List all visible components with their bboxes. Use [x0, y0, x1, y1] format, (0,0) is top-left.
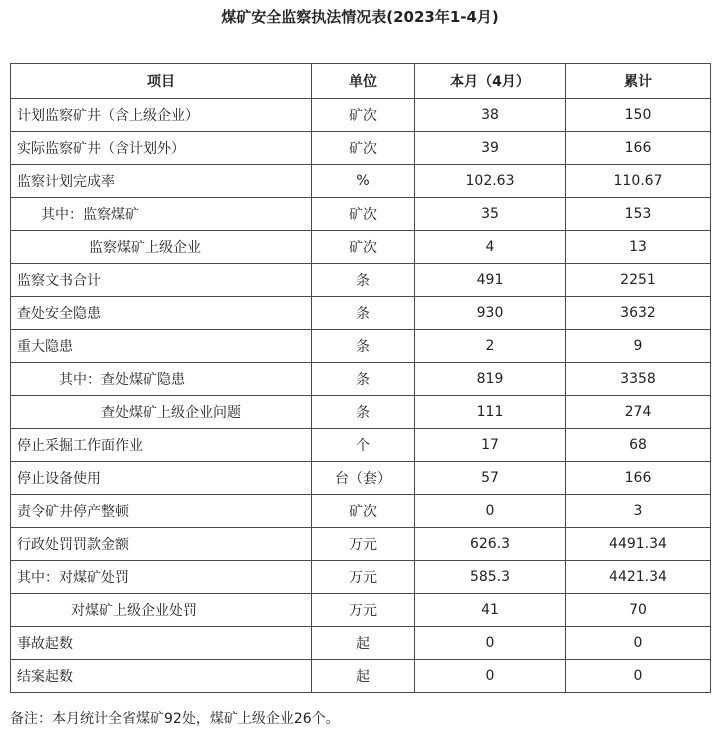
row-item: 责令矿井停产整顿: [11, 495, 312, 528]
table-header-row: [11, 64, 711, 99]
row-total-value: 110.67: [566, 165, 711, 198]
row-item: 重大隐患: [11, 330, 312, 363]
row-item: 行政处罚罚款金额: [11, 528, 312, 561]
table-row: [11, 198, 711, 231]
row-total-value: 3: [566, 495, 711, 528]
table-row: [11, 528, 711, 561]
table-row: [11, 495, 711, 528]
row-total-value: 4421.34: [566, 561, 711, 594]
page-title: 煤矿安全监察执法情况表(2023年1-4月): [221, 8, 499, 26]
row-month-value: 626.3: [415, 528, 566, 561]
row-item: 停止采掘工作面作业: [11, 429, 312, 462]
table-row: [11, 165, 711, 198]
row-month-value: 17: [415, 429, 566, 462]
row-item: 其中：查处煤矿隐患: [11, 363, 312, 396]
row-unit: %: [312, 165, 415, 198]
row-item: 计划监察矿井（含上级企业）: [11, 99, 312, 132]
row-month-value: 0: [415, 660, 566, 693]
row-unit: 条: [312, 330, 415, 363]
row-unit: 矿次: [312, 495, 415, 528]
row-unit: 条: [312, 396, 415, 429]
row-month-value: 4: [415, 231, 566, 264]
row-unit: 万元: [312, 528, 415, 561]
row-total-value: 150: [566, 99, 711, 132]
row-item: 实际监察矿井（含计划外）: [11, 132, 312, 165]
row-item: 查处煤矿上级企业问题: [11, 396, 312, 429]
row-month-value: 41: [415, 594, 566, 627]
row-unit: 条: [312, 297, 415, 330]
header-item: 项目: [11, 64, 312, 99]
row-item: 事故起数: [11, 627, 312, 660]
row-total-value: 9: [566, 330, 711, 363]
row-month-value: 819: [415, 363, 566, 396]
table-row: [11, 264, 711, 297]
row-unit: 个: [312, 429, 415, 462]
row-unit: 条: [312, 264, 415, 297]
row-total-value: 3358: [566, 363, 711, 396]
row-month-value: 930: [415, 297, 566, 330]
row-unit: 万元: [312, 594, 415, 627]
row-item: 监察计划完成率: [11, 165, 312, 198]
footnote: 备注：本月统计全省煤矿92处，煤矿上级企业26个。: [10, 711, 340, 727]
row-item: 对煤矿上级企业处罚: [11, 594, 312, 627]
table-row: [11, 132, 711, 165]
row-item: 查处安全隐患: [11, 297, 312, 330]
row-total-value: 70: [566, 594, 711, 627]
table-row: [11, 462, 711, 495]
row-month-value: 491: [415, 264, 566, 297]
row-item: 监察文书合计: [11, 264, 312, 297]
row-month-value: 35: [415, 198, 566, 231]
row-total-value: 2251: [566, 264, 711, 297]
row-month-value: 585.3: [415, 561, 566, 594]
row-item: 监察煤矿上级企业: [11, 231, 312, 264]
row-item: 其中：监察煤矿: [11, 198, 312, 231]
table-row: [11, 330, 711, 363]
row-unit: 台（套）: [312, 462, 415, 495]
row-total-value: 153: [566, 198, 711, 231]
row-total-value: 0: [566, 627, 711, 660]
row-month-value: 102.63: [415, 165, 566, 198]
row-item: 其中：对煤矿处罚: [11, 561, 312, 594]
row-total-value: 68: [566, 429, 711, 462]
table-row: [11, 561, 711, 594]
header-month: 本月（4月）: [415, 64, 566, 99]
table-row: [11, 396, 711, 429]
row-total-value: 166: [566, 132, 711, 165]
enforcement-table: [10, 63, 711, 693]
row-item: 结案起数: [11, 660, 312, 693]
row-month-value: 0: [415, 495, 566, 528]
table-row: [11, 231, 711, 264]
row-month-value: 39: [415, 132, 566, 165]
row-unit: 万元: [312, 561, 415, 594]
row-total-value: 274: [566, 396, 711, 429]
row-total-value: 3632: [566, 297, 711, 330]
header-total: 累计: [566, 64, 711, 99]
row-unit: 起: [312, 627, 415, 660]
table-row: [11, 627, 711, 660]
row-total-value: 4491.34: [566, 528, 711, 561]
row-total-value: 166: [566, 462, 711, 495]
row-unit: 起: [312, 660, 415, 693]
row-month-value: 111: [415, 396, 566, 429]
table-row: [11, 429, 711, 462]
row-unit: 矿次: [312, 198, 415, 231]
header-unit: 单位: [312, 64, 415, 99]
row-month-value: 0: [415, 627, 566, 660]
row-month-value: 57: [415, 462, 566, 495]
table-row: [11, 594, 711, 627]
row-month-value: 2: [415, 330, 566, 363]
row-total-value: 0: [566, 660, 711, 693]
table-row: [11, 363, 711, 396]
table-row: [11, 660, 711, 693]
row-unit: 矿次: [312, 231, 415, 264]
row-total-value: 13: [566, 231, 711, 264]
row-item: 停止设备使用: [11, 462, 312, 495]
table-row: [11, 99, 711, 132]
row-unit: 条: [312, 363, 415, 396]
table-row: [11, 297, 711, 330]
row-unit: 矿次: [312, 132, 415, 165]
row-month-value: 38: [415, 99, 566, 132]
row-unit: 矿次: [312, 99, 415, 132]
